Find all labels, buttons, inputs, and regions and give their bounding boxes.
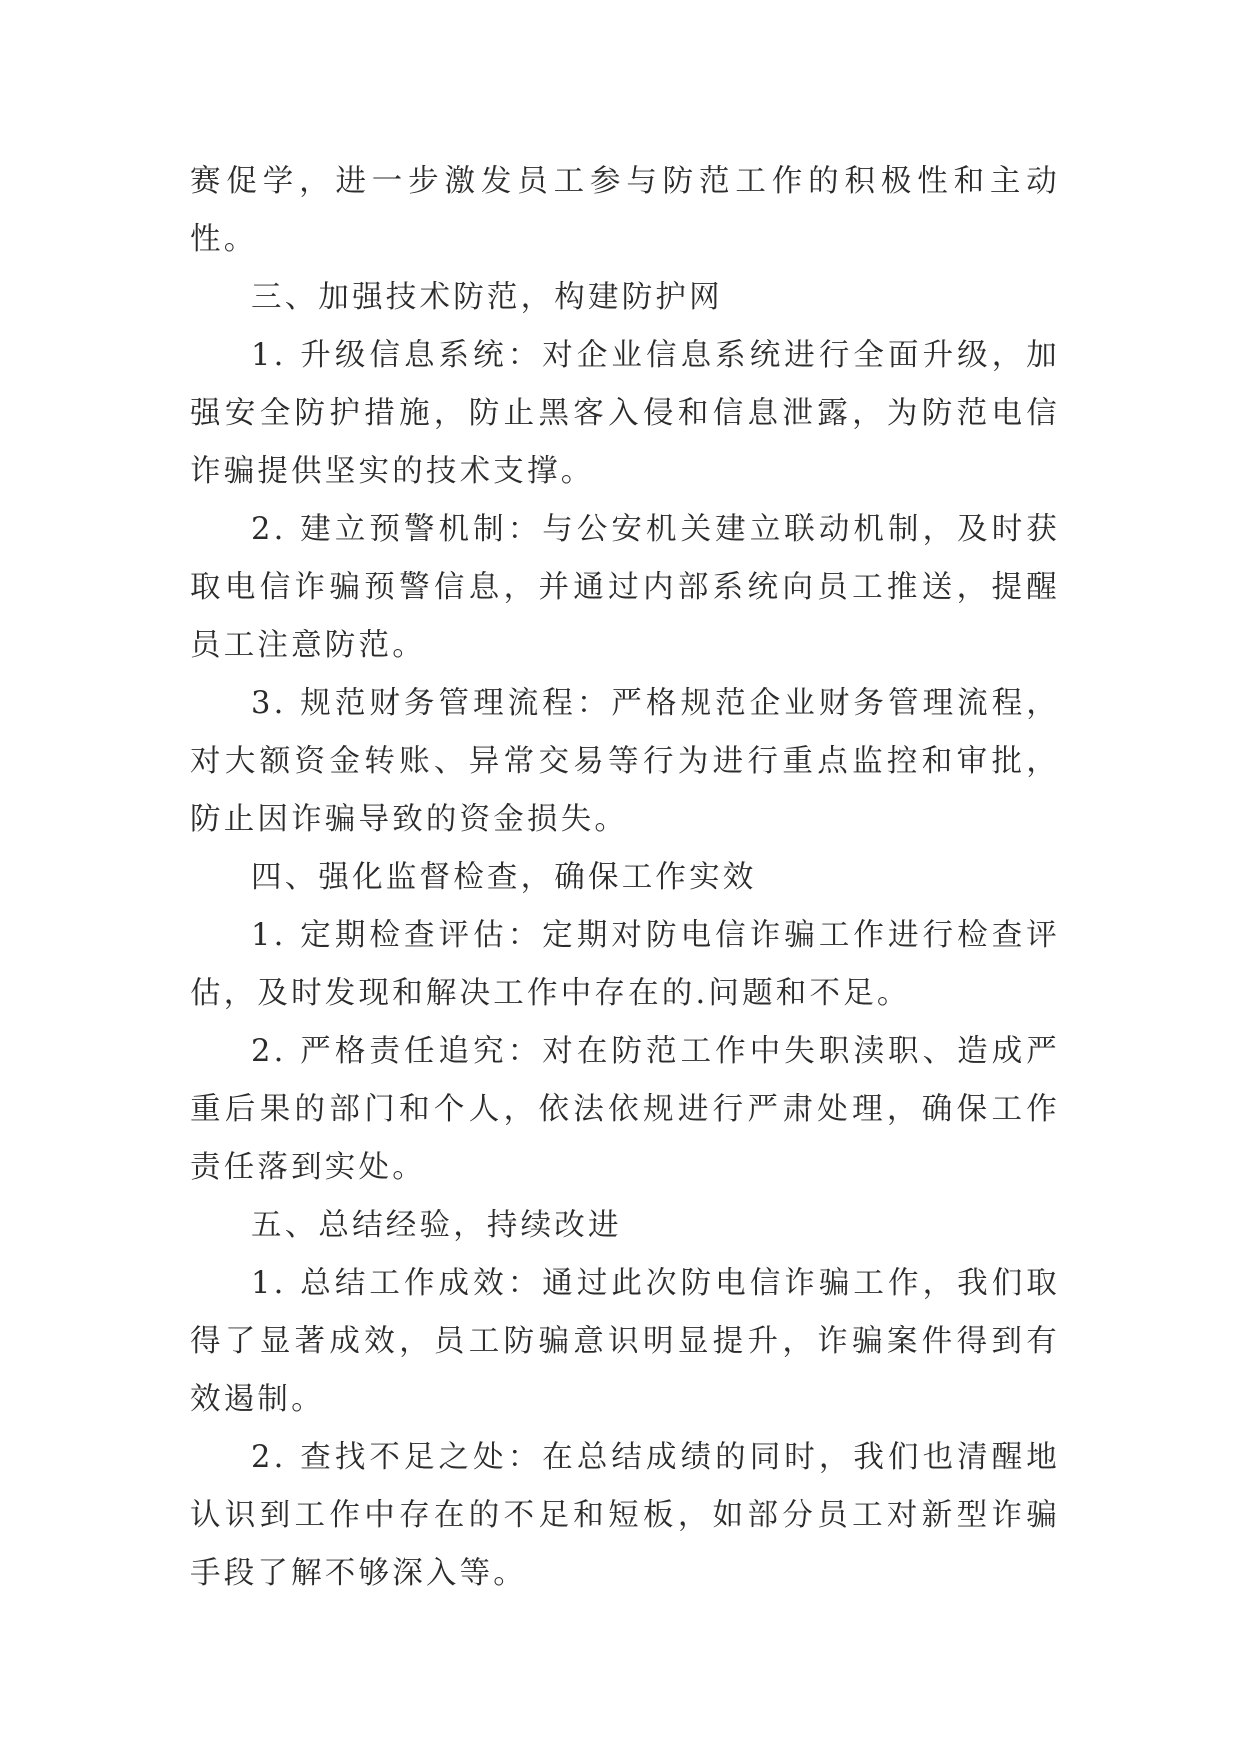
paragraph-3-1: 1. 升级信息系统：对企业信息系统进行全面升级，加强安全防护措施，防止黑客入侵和信息泄露，为防范电信诈骗提供坚实的技术支撑。 xyxy=(190,338,1060,489)
paragraph-5-2: 2. 查找不足之处：在总结成绩的同时，我们也清醒地认识到工作中存在的不足和短板，如部分员工对新型诈骗手段了解不够深入等。 xyxy=(190,1440,1060,1591)
document-body xyxy=(190,153,1060,1603)
paragraph-5-1: 1. 总结工作成效：通过此次防电信诈骗工作，我们取得了显著成效，员工防骗意识明显提升，诈骗案件得到有效遏制。 xyxy=(190,1266,1060,1417)
section-heading-5: 五、总结经验，持续改进 xyxy=(251,1208,622,1243)
section-heading-3: 三、加强技术防范，构建防护网 xyxy=(251,280,723,315)
section-heading-4: 四、强化监督检查，确保工作实效 xyxy=(251,860,757,895)
paragraph-3-2: 2. 建立预警机制：与公安机关建立联动机制，及时获取电信诈骗预警信息，并通过内部系统向员工推送，提醒员工注意防范。 xyxy=(190,512,1060,663)
paragraph-continuation: 赛促学，进一步激发员工参与防范工作的积极性和主动性。 xyxy=(190,164,1060,257)
paragraph-4-1: 1. 定期检查评估：定期对防电信诈骗工作进行检查评估，及时发现和解决工作中存在的.问题和不足。 xyxy=(190,918,1060,1011)
paragraph-4-2: 2. 严格责任追究：对在防范工作中失职渎职、造成严重后果的部门和个人，依法依规进行严肃处理，确保工作责任落到实处。 xyxy=(190,1034,1060,1185)
paragraph-3-3: 3. 规范财务管理流程：严格规范企业财务管理流程，对大额资金转账、异常交易等行为进行重点监控和审批，防止因诈骗导致的资金损失。 xyxy=(190,686,1060,837)
